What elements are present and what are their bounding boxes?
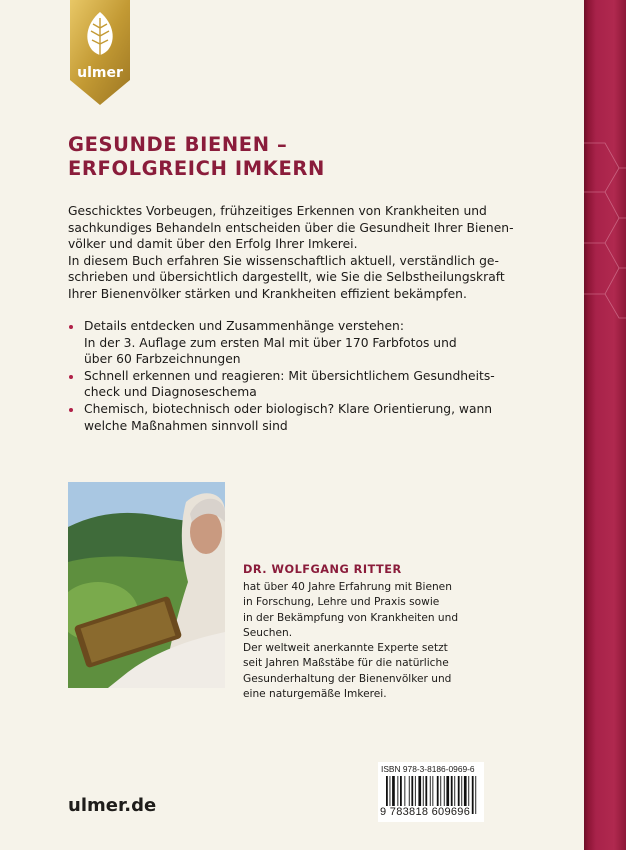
list-item-text: Details entdecken und Zusammenhänge verstehen: In der 3. Auflage zum ersten Mal mit über 170 Farbfotos und über 60 Farbzeichnungen — [84, 319, 457, 367]
book-spine — [584, 0, 626, 850]
publisher-logo — [68, 0, 132, 106]
honeycomb-pattern — [584, 0, 626, 850]
author-photo — [68, 482, 225, 688]
bullet-icon — [69, 325, 73, 329]
list-item-text: Schnell erkennen und reagieren: Mit übersichtlichem Gesundheits- check und Diagnoseschema — [84, 368, 495, 400]
bullet-icon — [69, 375, 73, 379]
feature-list — [68, 318, 495, 434]
publisher-website[interactable]: ulmer.de — [68, 795, 157, 816]
ean-number: 9 783818 609696 — [380, 806, 471, 818]
author-name: DR. WOLFGANG RITTER — [243, 563, 402, 576]
list-item — [68, 401, 495, 434]
logo-text: ulmer — [77, 65, 123, 81]
bullet-icon — [69, 408, 73, 412]
author-bio: hat über 40 Jahre Erfahrung mit Bienen in Forschung, Lehre und Praxis sowie in der Bekämpfung von Krankheiten und Seuchen. Der weltweit anerkannte Experte setzt seit Jahren Maßstäbe für die natürliche Gesunderhaltung der Bienenvölker und eine naturgemäße Imkerei. — [243, 581, 459, 701]
isbn-barcode — [378, 762, 484, 822]
isbn-number: ISBN 978-3-8186-0969-6 — [381, 764, 475, 774]
list-item — [68, 368, 495, 401]
intro-text: Geschicktes Vorbeugen, frühzeitiges Erkennen von Krankheiten und sachkundiges Behandeln entscheiden über die Gesundheit Ihrer Bienen- völker und damit über den Erfolg Ihrer Imkerei. In diesem Buch erfahren Sie wissenschaftlich aktuell, verständlich ge- schrieben und übersichtlich dargestellt, wie Sie die Selbstheilungskraft Ihrer Bienenvölker stärken und Krankheiten effizient bekämpfen. — [68, 204, 514, 301]
list-item — [68, 318, 495, 368]
book-title: GESUNDE BIENEN – ERFOLGREICH IMKERN — [68, 133, 325, 180]
list-item-text: Chemisch, biotechnisch oder biologisch? Klare Orientierung, wann welche Maßnahmen sinnvoll sind — [84, 401, 493, 433]
